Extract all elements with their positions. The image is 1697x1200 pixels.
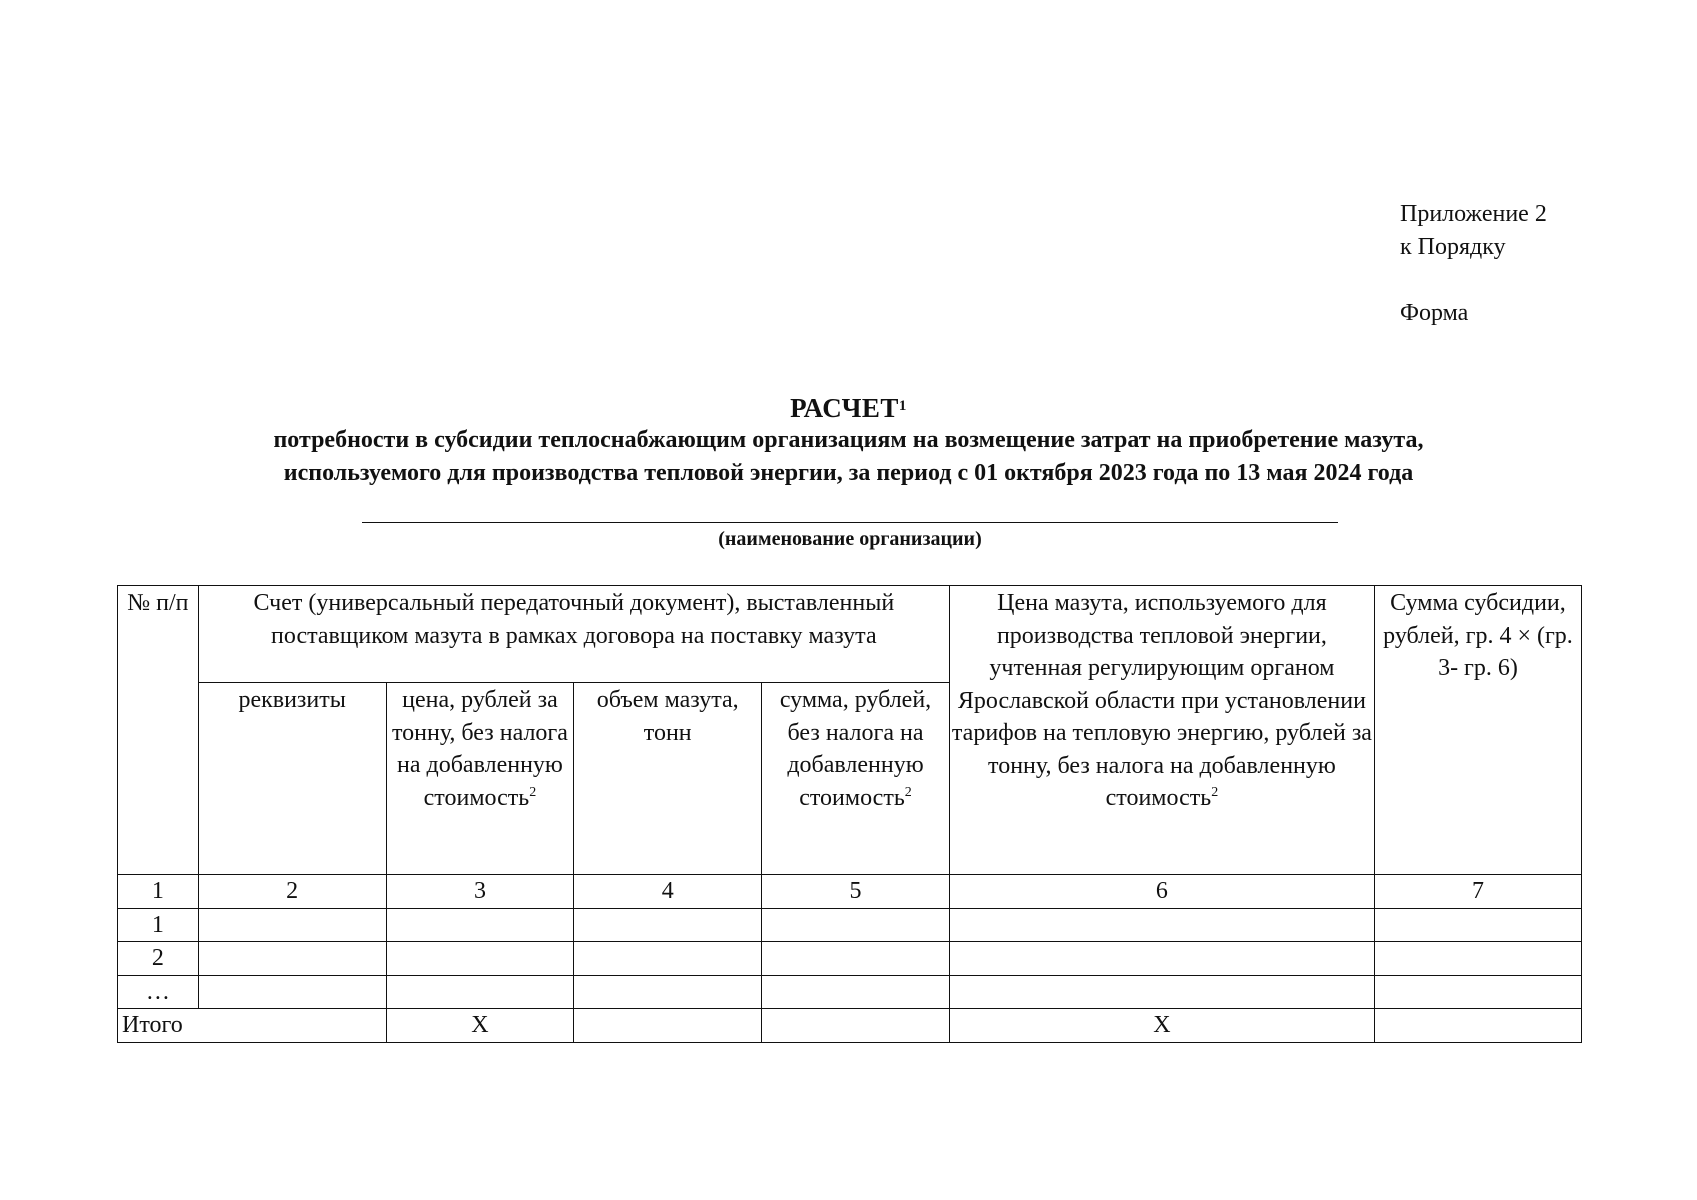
input-cell[interactable] (574, 908, 762, 942)
regulated-price-text: Цена мазута, используемого для производства тепловой энергии, учтенная регулирующим органом Ярославской области при установлении тарифов на тепловую энергию, рублей за тонну, без налога на добавленную стоимость (951, 590, 1372, 811)
row-number: 2 (118, 942, 199, 976)
header-invoice-group: Счет (универсальный передаточный документ), выставленный поставщиком мазута в рамках договора на поставку мазута (198, 586, 949, 683)
organization-caption: (наименование организации) (718, 528, 982, 550)
column-number: 1 (118, 875, 199, 909)
header-subsidy: Сумма субсидии, рублей, гр. 4 × (гр. 3- гр. 6) (1374, 586, 1581, 875)
title-text: РАСЧЕТ (790, 393, 899, 423)
input-cell[interactable] (386, 975, 574, 1009)
input-cell[interactable] (1374, 942, 1581, 976)
total-price-mark: Х (386, 1009, 574, 1043)
input-cell[interactable] (949, 975, 1374, 1009)
total-row (118, 1009, 1582, 1043)
table-row (118, 908, 1582, 942)
document-title (0, 392, 1697, 424)
total-subsidy-cell[interactable] (1374, 1009, 1581, 1043)
input-cell[interactable] (1374, 908, 1581, 942)
header-num: № п/п (118, 586, 199, 875)
subtitle-line-1: потребности в субсидии теплоснабжающим организациям на возмещение затрат на приобретение мазута, (273, 427, 1424, 453)
header-volume: объем мазута, тонн (574, 683, 762, 875)
appendix-block (1400, 198, 1547, 330)
column-number: 2 (198, 875, 386, 909)
input-cell[interactable] (198, 975, 386, 1009)
appendix-line-2: к Порядку (1400, 234, 1506, 260)
amount-text: сумма, рублей, без налога на добавленную стоимость (779, 687, 932, 811)
input-cell[interactable] (762, 975, 950, 1009)
regulated-price-footnote: 2 (1211, 785, 1219, 800)
header-price (386, 683, 574, 875)
column-number: 7 (1374, 875, 1581, 909)
header-amount (762, 683, 950, 875)
column-number: 3 (386, 875, 574, 909)
price-footnote: 2 (529, 784, 537, 800)
total-label: Итого (118, 1009, 387, 1043)
calculation-table (117, 585, 1582, 1043)
total-amount-cell[interactable] (762, 1009, 950, 1043)
subtitle-line-2: используемого для производства тепловой энергии, за период с 01 октября 2023 года по 13 мая 2024 года (283, 460, 1414, 486)
header-requisites: реквизиты (198, 683, 386, 875)
amount-footnote: 2 (904, 784, 912, 800)
table-header-row-1 (118, 586, 1582, 683)
form-label: Форма (1400, 300, 1469, 326)
column-number: 5 (762, 875, 950, 909)
total-volume-cell[interactable] (574, 1009, 762, 1043)
input-cell[interactable] (762, 942, 950, 976)
organization-name-line (362, 522, 1338, 523)
table-row (118, 942, 1582, 976)
input-cell[interactable] (574, 975, 762, 1009)
total-regulated-mark: Х (949, 1009, 1374, 1043)
price-text: цена, рублей за тонну, без налога на добавленную стоимость (391, 687, 568, 811)
input-cell[interactable] (198, 942, 386, 976)
column-numbers-row (118, 875, 1582, 909)
input-cell[interactable] (949, 942, 1374, 976)
row-number: 1 (118, 908, 199, 942)
document-title-block (0, 392, 1697, 490)
appendix-line-1: Приложение 2 (1400, 201, 1547, 227)
header-regulated-price (949, 586, 1374, 875)
title-footnote-mark: 1 (898, 398, 907, 414)
table-row (118, 975, 1582, 1009)
input-cell[interactable] (386, 942, 574, 976)
column-number: 4 (574, 875, 762, 909)
column-number: 6 (949, 875, 1374, 909)
input-cell[interactable] (574, 942, 762, 976)
row-number: … (118, 975, 199, 1009)
input-cell[interactable] (1374, 975, 1581, 1009)
input-cell[interactable] (949, 908, 1374, 942)
input-cell[interactable] (386, 908, 574, 942)
input-cell[interactable] (198, 908, 386, 942)
input-cell[interactable] (762, 908, 950, 942)
